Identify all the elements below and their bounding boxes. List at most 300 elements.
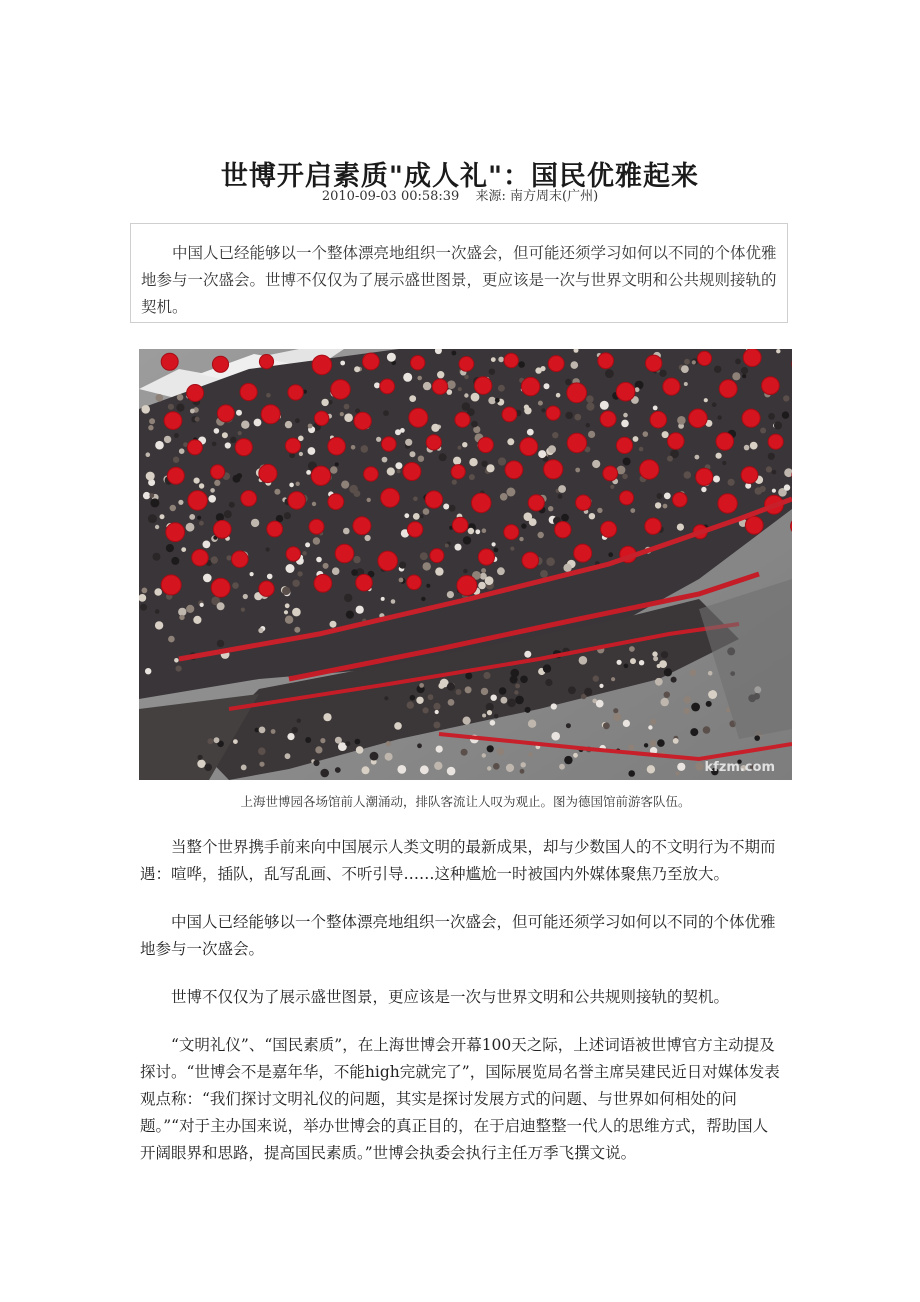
- crowd-person: [241, 608, 245, 612]
- crowd-person: [397, 469, 401, 473]
- red-lantern: [601, 521, 617, 537]
- crowd-person: [232, 582, 239, 589]
- red-lantern: [161, 575, 181, 595]
- crowd-person: [597, 508, 602, 513]
- crowd-person: [716, 453, 722, 459]
- crowd-person: [586, 423, 590, 427]
- crowd-person: [497, 748, 505, 756]
- body-paragraph: 中国人已经能够以一个整体漂亮地组织一次盛会，但可能还须学习如何以不同的个体优雅地参与一次盛会。: [140, 913, 776, 958]
- crowd-person: [703, 726, 711, 734]
- crowd-person: [471, 421, 478, 428]
- crowd-person: [292, 727, 298, 733]
- red-lantern: [328, 494, 344, 510]
- crowd-person: [214, 737, 220, 743]
- crowd-person: [499, 687, 507, 695]
- crowd-person: [628, 744, 634, 750]
- crowd-person: [214, 480, 220, 486]
- red-lantern: [504, 353, 518, 367]
- crowd-person: [335, 462, 339, 466]
- crowd-person: [330, 621, 337, 628]
- crowd-person: [635, 387, 640, 392]
- crowd-person: [370, 752, 379, 761]
- crowd-person: [299, 452, 303, 456]
- crowd-person: [463, 569, 468, 574]
- crowd-person: [447, 683, 455, 691]
- crowd-person: [599, 684, 603, 688]
- crowd-person: [155, 621, 163, 629]
- crowd-person: [630, 508, 635, 513]
- crowd-person: [233, 475, 241, 483]
- red-lantern: [288, 385, 303, 400]
- crowd-person: [653, 656, 658, 661]
- red-lantern: [520, 438, 538, 456]
- crowd-person: [558, 485, 566, 493]
- crowd-person: [420, 552, 428, 560]
- crowd-person: [684, 382, 688, 386]
- crowd-person: [292, 608, 301, 617]
- crowd-person: [409, 395, 416, 402]
- crowd-person: [624, 664, 629, 669]
- crowd-person: [224, 510, 232, 518]
- crowd-person: [176, 666, 182, 672]
- crowd-person: [495, 398, 500, 403]
- crowd-person: [540, 366, 545, 371]
- crowd-person: [292, 580, 299, 587]
- crowd-person: [653, 406, 658, 411]
- crowd-person: [351, 569, 358, 576]
- red-lantern: [211, 578, 230, 597]
- red-lantern: [762, 377, 780, 395]
- crowd-person: [750, 442, 758, 450]
- crowd-person: [677, 524, 684, 531]
- red-lantern: [689, 409, 708, 428]
- crowd-person: [610, 485, 614, 489]
- crowd-person: [295, 418, 300, 423]
- crowd-person: [400, 428, 405, 433]
- crowd-person: [190, 409, 195, 414]
- crowd-person: [238, 431, 242, 435]
- red-lantern: [548, 356, 564, 372]
- crowd-person: [416, 697, 423, 704]
- red-lantern: [716, 433, 734, 451]
- crowd-person: [613, 708, 618, 713]
- crowd-person: [330, 466, 337, 473]
- red-lantern: [650, 411, 667, 428]
- red-lantern: [426, 435, 441, 450]
- crowd-person: [586, 403, 594, 411]
- crowd-person: [671, 677, 677, 683]
- crowd-person: [456, 689, 462, 695]
- crowd-person: [193, 616, 201, 624]
- crowd-person: [574, 414, 581, 421]
- crowd-person: [332, 567, 340, 575]
- crowd-person: [510, 547, 514, 551]
- crowd-person: [628, 770, 635, 777]
- publish-date: 2010-09-03 00:58:39: [321, 189, 460, 204]
- crowd-person: [214, 428, 220, 434]
- crowd-person: [308, 424, 313, 429]
- red-lantern: [335, 544, 354, 563]
- crowd-person: [385, 753, 393, 761]
- crowd-person: [704, 398, 708, 402]
- crowd-person: [713, 476, 720, 483]
- red-lantern: [432, 379, 447, 394]
- red-lantern: [478, 549, 494, 565]
- photo-watermark: kfzm.com: [704, 760, 775, 775]
- red-lantern: [745, 516, 763, 534]
- crowd-person: [768, 453, 775, 460]
- red-lantern: [235, 439, 252, 456]
- crowd-person: [493, 763, 500, 770]
- red-lantern: [314, 574, 332, 592]
- crowd-person: [489, 369, 495, 375]
- red-lantern: [455, 412, 470, 427]
- crowd-person: [541, 408, 545, 412]
- crowd-person: [420, 765, 429, 774]
- crowd-person: [469, 458, 477, 466]
- crowd-person: [341, 481, 349, 489]
- red-lantern: [381, 488, 400, 507]
- crowd-person: [507, 438, 514, 445]
- red-lantern: [314, 411, 328, 425]
- red-lantern: [576, 495, 591, 510]
- crowd-person: [573, 753, 578, 758]
- crowd-person: [433, 703, 440, 710]
- red-lantern: [459, 357, 474, 372]
- crowd-person: [208, 495, 216, 503]
- crowd-person: [438, 683, 444, 689]
- crowd-person: [708, 690, 717, 699]
- crowd-person: [586, 395, 594, 403]
- crowd-person: [445, 544, 449, 548]
- crowd-person: [255, 728, 260, 733]
- crowd-person: [661, 651, 668, 658]
- crowd-person: [308, 447, 316, 455]
- red-lantern: [645, 518, 661, 534]
- crowd-person: [544, 383, 550, 389]
- crowd-person: [149, 493, 154, 498]
- crowd-person: [186, 523, 195, 532]
- crowd-person: [494, 548, 499, 553]
- crowd-person: [413, 513, 420, 520]
- crowd-person: [153, 553, 161, 561]
- crowd-person: [197, 760, 205, 768]
- crowd-person: [458, 446, 462, 450]
- crowd-person: [551, 703, 557, 709]
- crowd-person: [229, 502, 235, 508]
- crowd-person: [271, 729, 276, 734]
- crowd-person: [164, 436, 171, 443]
- crowd-person: [148, 514, 157, 523]
- red-lantern: [411, 356, 425, 370]
- red-lantern: [478, 437, 493, 452]
- crowd-person: [297, 571, 302, 576]
- crowd-person: [447, 380, 456, 389]
- crowd-person: [463, 717, 471, 725]
- crowd-person: [140, 604, 147, 611]
- crowd-person: [421, 597, 425, 601]
- crowd-person: [435, 567, 443, 575]
- crowd-person: [664, 493, 671, 500]
- crowd-person: [285, 421, 292, 428]
- crowd-person: [754, 735, 760, 741]
- red-lantern: [166, 523, 185, 542]
- crowd-person: [179, 448, 185, 454]
- crowd-person: [171, 557, 179, 565]
- crowd-person: [556, 393, 561, 398]
- crowd-person: [236, 410, 242, 416]
- red-lantern: [240, 383, 257, 400]
- crowd-person: [486, 464, 494, 472]
- crowd-person: [481, 568, 486, 573]
- crowd-person: [449, 505, 456, 512]
- crowd-person: [399, 562, 406, 569]
- crowd-person: [233, 739, 238, 744]
- crowd-person: [241, 765, 247, 771]
- crowd-person: [155, 525, 159, 529]
- crowd-person: [177, 394, 184, 401]
- crowd-person: [174, 433, 179, 438]
- crowd-person: [639, 660, 644, 665]
- red-lantern: [603, 466, 618, 481]
- red-lantern: [718, 494, 737, 513]
- crowd-person: [423, 382, 431, 390]
- crowd-person: [284, 512, 291, 519]
- crowd-person: [623, 458, 631, 466]
- crowd-person: [323, 713, 331, 721]
- crowd-person: [776, 349, 780, 353]
- crowd-person: [407, 701, 414, 708]
- crowd-person: [708, 671, 713, 676]
- crowd-person: [772, 489, 776, 493]
- crowd-person: [204, 764, 212, 772]
- crowd-person: [302, 551, 306, 555]
- crowd-person: [285, 753, 291, 759]
- crowd-person: [413, 497, 418, 502]
- red-lantern: [696, 468, 713, 485]
- crowd-person: [552, 432, 558, 438]
- crowd-person: [564, 756, 572, 764]
- red-lantern: [187, 385, 204, 402]
- crowd-person: [664, 692, 670, 698]
- crowd-person: [403, 373, 412, 382]
- crowd-photo: [139, 349, 792, 780]
- crowd-person: [524, 512, 533, 521]
- red-lantern: [164, 412, 182, 430]
- red-lantern: [616, 437, 632, 453]
- crowd-person: [189, 514, 195, 520]
- crowd-person: [528, 720, 536, 728]
- red-lantern: [382, 437, 397, 452]
- crowd-person: [584, 688, 592, 696]
- crowd-person: [630, 658, 636, 664]
- red-lantern: [212, 356, 228, 372]
- crowd-person: [603, 722, 610, 729]
- crowd-person: [458, 387, 462, 391]
- crowd-person: [141, 405, 150, 414]
- crowd-person: [417, 376, 422, 381]
- crowd-person: [520, 769, 525, 774]
- red-lantern: [232, 551, 249, 568]
- red-lantern: [312, 355, 332, 375]
- crowd-person: [274, 489, 280, 495]
- crowd-person: [491, 695, 497, 701]
- crowd-person: [250, 572, 254, 576]
- crowd-person: [181, 547, 186, 552]
- crowd-person: [561, 514, 569, 522]
- crowd-person: [681, 365, 689, 373]
- crowd-person: [684, 696, 691, 703]
- crowd-person: [647, 765, 655, 773]
- red-lantern: [380, 379, 395, 394]
- crowd-person: [212, 442, 217, 447]
- crowd-person: [464, 393, 468, 397]
- crowd-person: [387, 467, 395, 475]
- red-lantern: [364, 467, 379, 482]
- crowd-person: [524, 405, 529, 410]
- red-lantern: [663, 378, 680, 395]
- crowd-person: [154, 588, 162, 596]
- crowd-person: [394, 722, 402, 730]
- crowd-person: [684, 471, 692, 479]
- crowd-person: [315, 746, 322, 753]
- red-lantern: [309, 519, 324, 534]
- red-lantern: [640, 460, 659, 479]
- crowd-person: [663, 504, 668, 509]
- red-lantern: [743, 349, 761, 367]
- crowd-person: [659, 370, 666, 377]
- crowd-person: [285, 603, 290, 608]
- crowd-person: [323, 563, 329, 569]
- red-lantern: [378, 551, 398, 571]
- red-lantern: [285, 438, 300, 453]
- crowd-person: [199, 521, 204, 526]
- crowd-person: [178, 500, 183, 505]
- crowd-person: [173, 457, 179, 463]
- crowd-person: [596, 700, 604, 708]
- body-paragraph: 世博不仅仅为了展示盛世图景，更应该是一次与世界文明和公共规则接轨的契机。: [171, 988, 730, 1006]
- crowd-person: [383, 410, 389, 416]
- red-lantern: [616, 382, 635, 401]
- crowd-person: [179, 615, 184, 620]
- crowd-person: [160, 514, 165, 519]
- red-lantern: [528, 495, 544, 511]
- crowd-person: [365, 535, 371, 541]
- crowd-person: [701, 487, 706, 492]
- crowd-person: [452, 480, 457, 485]
- crowd-person: [356, 606, 364, 614]
- crowd-person: [515, 696, 524, 705]
- crowd-person: [515, 684, 520, 689]
- crowd-person: [351, 445, 356, 450]
- crowd-person: [490, 720, 496, 726]
- crowd-person: [387, 353, 396, 362]
- crowd-person: [448, 699, 455, 706]
- crowd-person: [629, 646, 635, 652]
- crowd-person: [462, 442, 467, 447]
- crowd-person: [297, 719, 301, 723]
- red-lantern: [430, 549, 444, 563]
- crowd-person: [354, 366, 360, 372]
- crowd-person: [203, 574, 212, 583]
- red-lantern: [407, 522, 422, 537]
- crowd-person: [439, 453, 447, 461]
- crowd-person: [391, 599, 396, 604]
- crowd-person: [518, 361, 525, 368]
- crowd-person: [417, 743, 422, 748]
- crowd-person: [243, 594, 248, 599]
- red-lantern: [425, 491, 442, 508]
- red-lantern: [328, 437, 346, 455]
- crowd-photo-illustration: [139, 349, 792, 780]
- crowd-person: [207, 738, 213, 744]
- crowd-person: [254, 419, 262, 427]
- crowd-person: [741, 367, 748, 374]
- crowd-person: [320, 738, 325, 743]
- crowd-person: [149, 418, 155, 424]
- crowd-person: [690, 728, 698, 736]
- red-lantern: [544, 460, 563, 479]
- crowd-person: [501, 697, 508, 704]
- crowd-person: [510, 676, 518, 684]
- crowd-person: [349, 485, 358, 494]
- crowd-person: [166, 544, 174, 552]
- crowd-person: [418, 456, 424, 462]
- crowd-person: [203, 541, 211, 549]
- red-lantern: [521, 377, 539, 395]
- crowd-person: [592, 460, 600, 468]
- source-label: 来源: 南方周末(广州): [475, 189, 599, 204]
- crowd-person: [156, 394, 164, 402]
- crowd-person: [316, 557, 322, 563]
- crowd-person: [525, 707, 531, 713]
- red-lantern: [192, 549, 209, 566]
- crowd-person: [588, 431, 595, 438]
- red-lantern: [354, 412, 371, 429]
- red-lantern: [471, 493, 491, 513]
- crowd-person: [198, 755, 203, 760]
- red-lantern: [457, 576, 477, 596]
- crowd-person: [217, 640, 224, 647]
- crowd-person: [287, 733, 294, 740]
- crowd-person: [684, 359, 690, 365]
- red-lantern: [452, 517, 468, 533]
- crowd-person: [471, 393, 480, 402]
- crowd-person: [677, 416, 686, 425]
- red-lantern: [504, 525, 519, 540]
- photo-caption: 上海世博园各场馆前人潮涌动，排队客流让人叹为观止。图为德国馆前游客队伍。: [240, 794, 691, 809]
- crowd-person: [340, 412, 344, 416]
- crowd-person: [251, 519, 259, 527]
- crowd-person: [481, 461, 487, 467]
- crowd-person: [667, 456, 673, 462]
- crowd-person: [566, 412, 573, 419]
- red-lantern: [451, 465, 465, 479]
- red-lantern: [311, 466, 330, 485]
- crowd-person: [673, 738, 679, 744]
- crowd-person: [155, 609, 160, 614]
- crowd-person: [519, 537, 523, 541]
- crowd-person: [266, 393, 271, 398]
- crowd-person: [186, 605, 194, 613]
- red-lantern: [259, 581, 274, 596]
- crowd-person: [285, 616, 293, 624]
- crowd-person: [492, 542, 496, 546]
- crowd-person: [655, 678, 663, 686]
- crowd-person: [622, 474, 628, 480]
- crowd-person: [340, 361, 345, 366]
- crowd-person: [690, 669, 697, 676]
